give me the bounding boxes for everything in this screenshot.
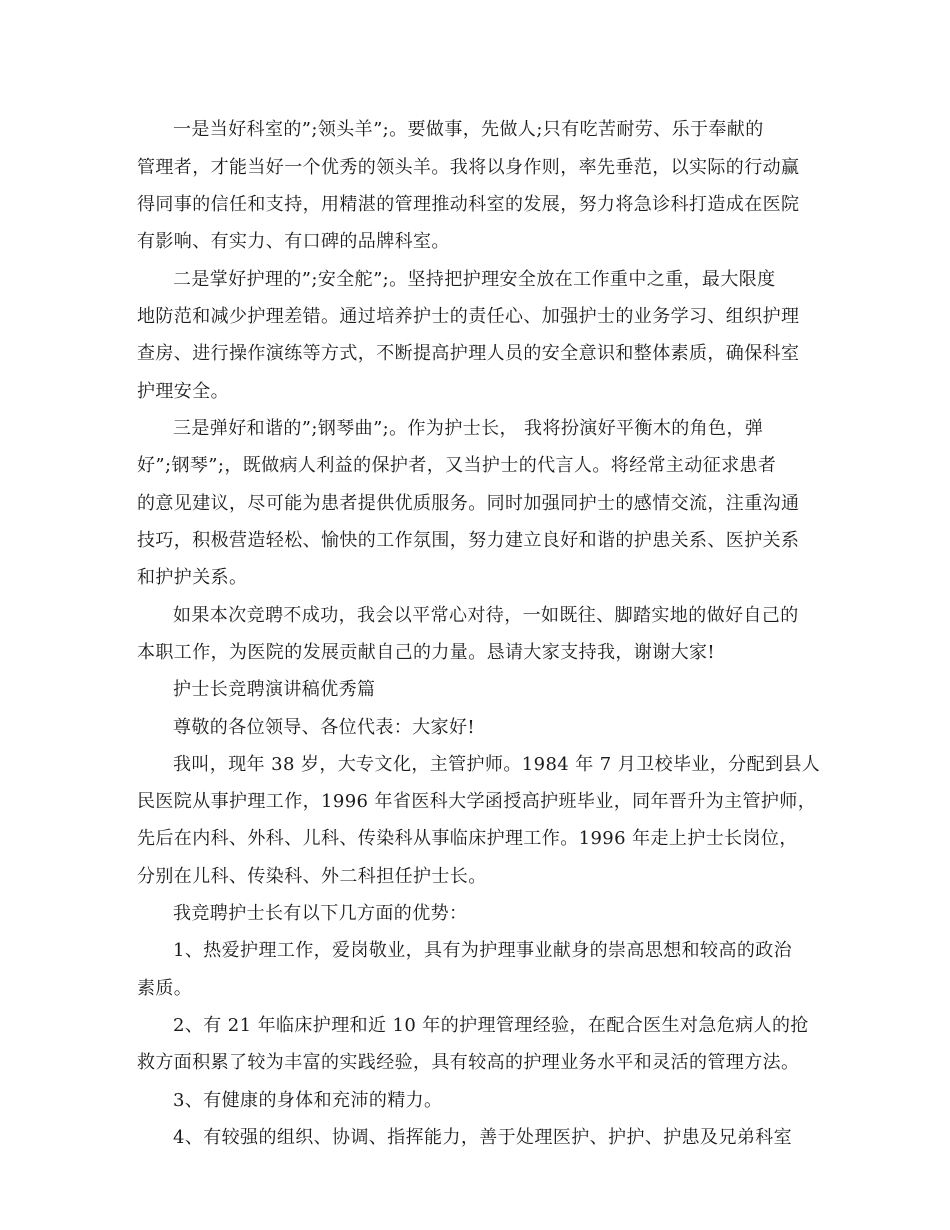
salutation-line: 尊敬的各位领导、各位代表：大家好! [173,717,476,738]
text-line: 查房、进行操作演练等方式，不断提高护理人员的安全意识和整体素质，确保科室 [137,343,800,364]
text-line: 素质。 [137,978,193,999]
text-line: 3、有健康的身体和充沛的精力。 [173,1090,443,1111]
text-line: 地防范和减少护理差错。通过培养护士的责任心、加强护士的业务学习、组织护理 [137,306,800,327]
text-line: 有影响、有实力、有口碑的品牌科室。 [137,231,450,252]
text-line: 1、热爱护理工作，爱岗敬业，具有为护理事业献身的崇高思想和较高的政治 [173,940,793,961]
text-line: 三是弹好和谐的”;钢琴曲”;。作为护士长， 我将扮演好平衡木的角色，弹 [173,418,764,439]
text-line: 得同事的信任和支持，用精湛的管理推动科室的发展，努力将急诊科打造成在医院 [137,194,800,215]
text-line: 民医院从事护理工作，1996 年省医科大学函授高护班毕业，同年晋升为主管护师， [137,791,817,812]
text-line: 分别在儿科、传染科、外二科担任护士长。 [137,866,487,887]
text-line: 二是掌好护理的”;安全舵”;。坚持把护理安全放在工作重中之重，最大限度 [173,269,776,290]
text-line: 管理者，才能当好一个优秀的领头羊。我将以身作则，率先垂范，以实际的行动赢 [137,157,800,178]
text-line: 如果本次竞聘不成功，我会以平常心对待，一如既往、脚踏实地的做好自己的 [173,605,799,626]
text-line: 好”;钢琴”;，既做病人利益的保护者，又当护士的代言人。将经常主动征求患者 [137,455,777,476]
text-line: 4、有较强的组织、协调、指挥能力，善于处理医护、护护、护患及兄弟科室 [173,1127,793,1148]
text-line: 的意见建议，尽可能为患者提供优质服务。同时加强同护士的感情交流，注重沟通 [137,493,800,514]
text-line: 本职工作，为医院的发展贡献自己的力量。恳请大家支持我，谢谢大家! [137,642,716,663]
text-line: 我竞聘护士长有以下几方面的优势： [173,903,468,924]
text-line: 和护护关系。 [137,567,248,588]
text-line: 护理安全。 [137,381,229,402]
section-heading: 护士长竞聘演讲稿优秀篇 [173,679,376,700]
text-line: 技巧，积极营造轻松、愉快的工作氛围，努力建立良好和谐的护患关系、医护关系 [137,530,800,551]
text-line: 救方面积累了较为丰富的实践经验，具有较高的护理业务水平和灵活的管理方法。 [137,1052,800,1073]
text-line: 我叫，现年 38 岁，大专文化，主管护师。1984 年 7 月卫校毕业，分配到县人 [173,754,821,775]
text-line: 一是当好科室的”;领头羊”;。要做事，先做人;只有吃苦耐劳、乐于奉献的 [173,119,764,140]
text-line: 2、有 21 年临床护理和近 10 年的护理管理经验，在配合医生对急危病人的抢 [173,1015,809,1036]
text-line: 先后在内科、外科、儿科、传染科从事临床护理工作。1996 年走上护士长岗位， [137,828,798,849]
